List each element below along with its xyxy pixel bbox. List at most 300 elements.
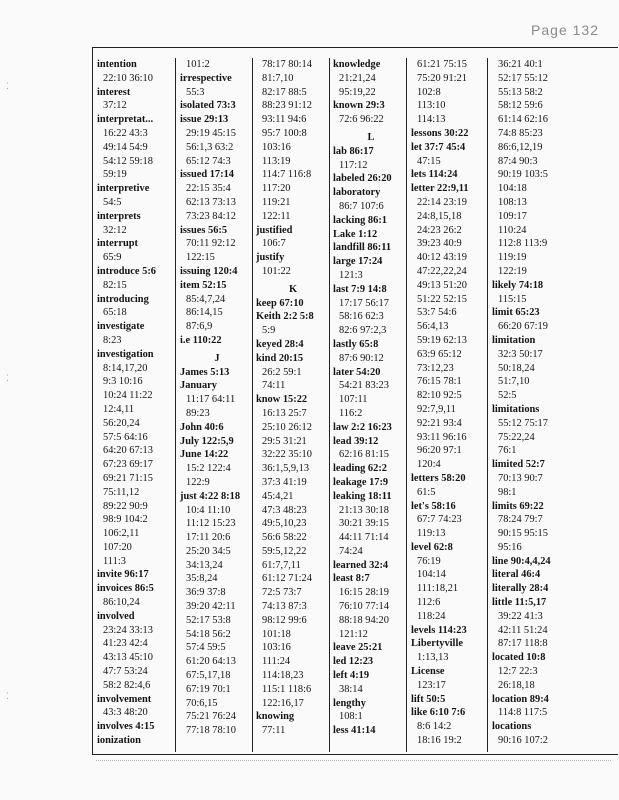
index-term: lets 114:24 [411, 169, 458, 181]
page-reference: 78:17 80:14 [262, 59, 312, 70]
index-term: labeled 26:20 [333, 173, 392, 185]
page-reference: 17:17 56:17 [339, 297, 389, 309]
page-reference: 73:12,23 [417, 362, 454, 374]
page-reference: 87:6 90:12 [339, 352, 384, 364]
index-term: literally 28:4 [492, 583, 549, 595]
index-term: known 29:3 [333, 100, 385, 112]
page-reference: 75:22,24 [498, 431, 535, 443]
page-reference: 95:16 [498, 541, 522, 553]
page-reference: 61:5 [417, 486, 436, 498]
page-reference: 107:11 [339, 394, 368, 406]
index-term: law 2:2 16:23 [333, 421, 392, 433]
page-reference: 61:12 71:24 [262, 573, 312, 585]
page-reference: 96:20 97:1 [417, 445, 462, 457]
page-reference: 90:19 103:5 [498, 169, 548, 181]
page-reference: 58:16 62:3 [339, 311, 384, 323]
page-reference: 26:18,18 [498, 679, 535, 691]
index-term: landfill 86:11 [333, 242, 392, 254]
page-reference: 67:23 69:17 [103, 459, 153, 471]
page-reference: 39:22 41:3 [498, 610, 543, 622]
page-reference: 76:1 [498, 445, 517, 457]
page-reference: 64:20 67:13 [103, 445, 153, 457]
page-reference: 75:11,12 [103, 486, 140, 498]
index-term: introduce 5:6 [97, 265, 156, 277]
page-reference: 5:9 [262, 325, 276, 337]
index-term: limit 65:23 [492, 307, 540, 319]
page-reference: 109:17 [498, 210, 527, 222]
page-reference: 88:23 91:12 [262, 100, 312, 112]
index-term: just 4:22 8:18 [180, 490, 241, 502]
page-reference: 76:19 [417, 555, 441, 567]
index-term: justified [256, 224, 293, 236]
page-reference: 59:19 62:13 [417, 334, 467, 346]
page-reference: 41:23 42:4 [103, 638, 148, 650]
index-term: line 90:4,4,24 [492, 555, 551, 567]
index-term: limitations [492, 403, 540, 415]
binder-hole-mark: ⁚ [6, 691, 9, 701]
index-term: July 122:5,9 [180, 435, 234, 447]
page-reference: 115:1 118:6 [262, 683, 312, 695]
page-reference: 74:24 [339, 545, 363, 557]
page-reference: 54:21 83:23 [339, 380, 389, 392]
index-term: interprets [97, 210, 141, 222]
page-reference: 82:15 [103, 279, 127, 291]
page-reference: 25:10 26:12 [262, 421, 312, 433]
page-reference: 40:12 43:19 [417, 252, 467, 264]
page-reference: 114:7 116:8 [262, 169, 312, 181]
index-term: leading 62:2 [333, 463, 387, 475]
page-reference: 108:13 [498, 196, 527, 208]
page-reference: 122:9 [186, 476, 210, 488]
page-reference: 56:20,24 [103, 417, 140, 429]
index-term: John 40:6 [180, 421, 224, 433]
index-term: led 12:23 [333, 656, 374, 668]
page-reference: 81:7,10 [262, 72, 294, 84]
index-term: know 15:22 [256, 394, 308, 406]
page-reference: 87:4 90:3 [498, 155, 538, 167]
page-reference: 51:22 52:15 [417, 293, 467, 305]
index-term: little 11:5,17 [492, 597, 547, 609]
index-term: letters 58:20 [411, 472, 466, 484]
page-reference: 114:13 [417, 114, 446, 126]
page-reference: 93:11 96:16 [417, 431, 467, 443]
page-reference: 32:12 [103, 224, 127, 236]
page-reference: 77:18 78:10 [186, 725, 236, 737]
page-reference: 21:13 30:18 [339, 504, 389, 516]
page-reference: 34:13,24 [186, 559, 223, 571]
page-reference: 52:5 [498, 390, 517, 402]
page-reference: 98:1 [498, 486, 517, 498]
index-column-6 [487, 58, 619, 752]
index-term: lastly 65:8 [333, 338, 379, 350]
index-term: issues 56:5 [180, 224, 228, 236]
index-term: literal 46:4 [492, 569, 541, 581]
page-reference: 1:13,13 [417, 652, 449, 664]
page-reference: 101:2 [186, 59, 210, 70]
index-term: laboratory [333, 187, 381, 199]
binder-hole-mark: ⁚ [6, 81, 9, 91]
index-term: large 17:24 [333, 256, 383, 268]
index-term: irrespective [180, 72, 232, 84]
page-reference: 29:19 45:15 [186, 127, 236, 139]
page-reference: 112:8 113:9 [498, 238, 548, 250]
index-term: interrupt [97, 238, 138, 250]
index-term: limits 69:22 [492, 500, 544, 512]
binder-hole-mark: ⁚ [6, 373, 9, 383]
page-reference: 114:18,23 [262, 670, 304, 682]
page-reference: 92:7,9,11 [417, 403, 456, 415]
page-reference: 8:6 14:2 [417, 721, 452, 733]
page-reference: 122:15 [186, 252, 215, 264]
index-term: limitation [492, 334, 536, 346]
page-reference: 119:19 [498, 252, 527, 264]
index-term: kind 20:15 [256, 352, 304, 364]
page-reference: 54:18 56:2 [186, 628, 231, 640]
index-term: leaking 18:11 [333, 490, 392, 502]
page-reference: 65:9 [103, 252, 122, 264]
page-reference: 76:10 77:14 [339, 601, 389, 613]
page-reference: 87:6,9 [186, 321, 213, 333]
section-letter-heading: K [288, 283, 298, 295]
index-term: License [411, 666, 445, 678]
page-reference: 110:24 [498, 224, 527, 236]
index-term: June 14:22 [180, 449, 229, 461]
page-reference: 51:7,10 [498, 376, 530, 388]
page-reference: 114:8 117:5 [498, 707, 548, 719]
page-reference: 11:17 64:11 [186, 394, 236, 406]
index-column-3 [252, 58, 330, 752]
page-reference: 103:16 [262, 642, 291, 654]
index-term: involves 4:15 [97, 721, 155, 733]
page-reference: 54:5 [103, 196, 122, 208]
index-term: learned 32:4 [333, 559, 389, 571]
index-term: ionization [97, 735, 141, 747]
page-reference: 82:10 92:5 [417, 390, 462, 402]
index-term: involvement [97, 693, 152, 705]
page-reference: 53:7 54:6 [417, 307, 457, 319]
page-reference: 108:1 [339, 711, 363, 723]
page-reference: 85:4,7,24 [186, 293, 226, 305]
page-reference: 115:15 [498, 293, 527, 305]
page-reference: 120:4 [417, 459, 441, 471]
page-reference: 18:16 19:2 [417, 735, 462, 747]
page-bottom-edge [96, 760, 611, 762]
page-reference: 42:11 51:24 [498, 624, 548, 636]
section-letter-heading: L [367, 131, 375, 143]
page-reference: 73:23 84:12 [186, 210, 236, 222]
page-reference: 44:11 71:14 [339, 532, 389, 544]
index-term: invite 96:17 [97, 569, 149, 581]
index-term: Lake 1:12 [333, 228, 378, 240]
page-reference: 16:13 25:7 [262, 407, 307, 419]
index-term: letter 22:9,11 [411, 183, 469, 195]
page-reference: 104:18 [498, 183, 527, 195]
page-reference: 52:17 53:8 [186, 614, 231, 626]
page-reference: 93:11 94:6 [262, 114, 307, 126]
page-reference: 111:18,21 [417, 583, 459, 595]
page-reference: 36:1,5,9,13 [262, 463, 310, 475]
index-term: keyed 28:4 [256, 338, 304, 350]
page-reference: 121:3 [339, 269, 363, 281]
page-reference: 122:16,17 [262, 697, 304, 709]
page-reference: 23:24 33:13 [103, 624, 153, 636]
page-reference: 112:6 [417, 597, 441, 609]
page-reference: 61:21 75:15 [417, 59, 467, 70]
index-term: let's 58:16 [411, 500, 456, 512]
index-term: invoices 86:5 [97, 583, 154, 595]
page-reference: 122:19 [498, 265, 527, 277]
page-reference: 72:5 73:7 [262, 587, 302, 599]
page-reference: 22:14 23:19 [417, 196, 467, 208]
page-reference: 43:13 45:10 [103, 652, 153, 664]
page-reference: 16:15 28:19 [339, 587, 389, 599]
page-reference: 50:18,24 [498, 362, 535, 374]
page-reference: 39:20 42:11 [186, 601, 236, 613]
index-term: interest [97, 86, 131, 98]
page-reference: 8:23 [103, 334, 122, 346]
page-reference: 54:12 59:18 [103, 155, 153, 167]
index-term: let 37:7 45:4 [411, 141, 466, 153]
page-reference: 22:10 36:10 [103, 72, 153, 84]
page-reference: 86:6,12,19 [498, 141, 543, 153]
index-term: lessons 30:22 [411, 127, 469, 139]
index-term: investigation [97, 348, 154, 360]
index-term: leakage 17:9 [333, 476, 389, 488]
page-reference: 104:14 [417, 569, 446, 581]
page-reference: 43:3 48:20 [103, 707, 148, 719]
index-term: lead 39:12 [333, 435, 379, 447]
index-term: levels 114:23 [411, 624, 467, 636]
page-reference: 122:11 [262, 210, 291, 222]
page-reference: 45:4,21 [262, 490, 294, 502]
page-reference: 119:13 [417, 528, 446, 540]
page-reference: 102:8 [417, 86, 441, 98]
page-reference: 72:6 96:22 [339, 114, 384, 126]
page-reference: 67:19 70:1 [186, 683, 231, 695]
index-term: lift 50:5 [411, 693, 446, 705]
index-term: lacking 86:1 [333, 214, 387, 226]
index-term: Keith 2:2 5:8 [256, 311, 314, 323]
index-term: investigate [97, 321, 145, 333]
page-reference: 25:20 34:5 [186, 545, 231, 557]
page-reference: 15:2 122:4 [186, 463, 231, 475]
page-reference: 111:24 [262, 656, 291, 668]
page-reference: 56:4,13 [417, 321, 449, 333]
page-reference: 47:7 53:24 [103, 666, 148, 678]
page-reference: 62:16 81:15 [339, 449, 389, 461]
page-reference: 89:23 [186, 407, 210, 419]
page-reference: 86:10,24 [103, 597, 140, 609]
index-column-1 [97, 58, 173, 752]
page-reference: 98:9 104:2 [103, 514, 148, 526]
page-reference: 32:22 35:10 [262, 449, 312, 461]
page-reference: 118:24 [417, 610, 446, 622]
index-term: least 8:7 [333, 573, 370, 585]
page-reference: 16:22 43:3 [103, 127, 148, 139]
page-reference: 17:11 20:6 [186, 532, 231, 544]
page-reference: 74:11 [262, 380, 286, 392]
page-reference: 26:2 59:1 [262, 366, 302, 378]
page-reference: 75:20 91:21 [417, 72, 467, 84]
page-reference: 67:7 74:23 [417, 514, 462, 526]
page-reference: 98:12 99:6 [262, 614, 307, 626]
page-reference: 10:24 11:22 [103, 390, 153, 402]
index-term: involved [97, 610, 135, 622]
page-reference: 121:12 [339, 628, 368, 640]
page-reference: 89:22 90:9 [103, 500, 148, 512]
index-term: limited 52:7 [492, 459, 545, 471]
page-reference: 95:19,22 [339, 86, 376, 98]
page-reference: 24:23 26:2 [417, 224, 462, 236]
page-reference: 58:2 82:4,6 [103, 679, 151, 691]
index-term: James 5:13 [180, 366, 230, 378]
page-reference: 61:14 62:16 [498, 114, 548, 126]
page-reference: 10:4 11:10 [186, 504, 231, 516]
page-reference: 56:6 58:22 [262, 532, 307, 544]
page-reference: 70:6,15 [186, 697, 218, 709]
page-reference: 113:19 [262, 155, 291, 167]
page-reference: 12:7 22:3 [498, 666, 538, 678]
page-reference: 90:16 107:2 [498, 735, 548, 747]
index-table [92, 47, 618, 755]
page-reference: 101:22 [262, 265, 291, 277]
index-term: lab 86:17 [333, 145, 374, 157]
page-reference: 106:2,11 [103, 528, 140, 540]
index-term: locations [492, 721, 532, 733]
page-reference: 58:12 59:6 [498, 100, 543, 112]
page-reference: 67:5,17,18 [186, 670, 231, 682]
page-reference: 32:3 50:17 [498, 348, 543, 360]
page-reference: 117:20 [262, 183, 291, 195]
page-reference: 86:14,15 [186, 307, 223, 319]
page-reference: 47:22,22,24 [417, 265, 467, 277]
index-term: knowing [256, 711, 295, 723]
index-term: leave 25:21 [333, 642, 383, 654]
page-reference: 119:21 [262, 196, 291, 208]
page-reference: 78:24 79:7 [498, 514, 543, 526]
page-reference: 82:17 88:5 [262, 86, 307, 98]
page-reference: 36:21 40:1 [498, 59, 543, 70]
page-reference: 35:8,24 [186, 573, 218, 585]
page-reference: 55:13 58:2 [498, 86, 543, 98]
page-reference: 52:17 55:12 [498, 72, 548, 84]
page-reference: 65:18 [103, 307, 127, 319]
index-term: likely 74:18 [492, 279, 544, 291]
page-number: Page 132 [531, 22, 599, 38]
page-reference: 49:14 54:9 [103, 141, 148, 153]
page-reference: 56:1,3 63:2 [186, 141, 234, 153]
index-term: issue 29:13 [180, 114, 229, 126]
page-reference: 24:8,15,18 [417, 210, 462, 222]
page-reference: 107:20 [103, 541, 132, 553]
page-reference: 82:6 97:2,3 [339, 325, 387, 337]
index-term: location 89:4 [492, 693, 549, 705]
page-reference: 90:15 95:15 [498, 528, 548, 540]
index-term: interpretat... [97, 114, 154, 126]
index-term: issuing 120:4 [180, 265, 238, 277]
page-reference: 101:18 [262, 628, 291, 640]
page-reference: 87:17 118:8 [498, 638, 548, 650]
index-term: intention [97, 59, 137, 70]
index-term: lengthy [333, 697, 366, 709]
page-reference: 74:8 85:23 [498, 127, 543, 139]
index-term: later 54:20 [333, 366, 381, 378]
index-term: isolated 73:3 [180, 100, 236, 112]
index-column-4 [329, 58, 409, 752]
index-term: left 4:19 [333, 670, 370, 682]
page-reference: 95:7 100:8 [262, 127, 307, 139]
page-reference: 74:13 87:3 [262, 601, 307, 613]
index-term: keep 67:10 [256, 297, 304, 309]
page-reference: 55:12 75:17 [498, 417, 548, 429]
index-term: introducing [97, 293, 149, 305]
page-reference: 21:21,24 [339, 72, 376, 84]
page-reference: 55:3 [186, 86, 205, 98]
page-reference: 49:13 51:20 [417, 279, 467, 291]
page-reference: 47:3 48:23 [262, 504, 307, 516]
page-reference: 66:20 67:19 [498, 321, 548, 333]
page-reference: 65:12 74:3 [186, 155, 231, 167]
page-reference: 116:2 [339, 407, 363, 419]
page-reference: 86:7 107:6 [339, 200, 384, 212]
page-reference: 57:4 59:5 [186, 642, 226, 654]
index-term: issued 17:14 [180, 169, 234, 181]
page-reference: 37:3 41:19 [262, 476, 307, 488]
index-column-2 [175, 58, 254, 752]
page-reference: 57:5 64:16 [103, 431, 148, 443]
page-reference: 37:12 [103, 100, 127, 112]
page-reference: 29:5 31:21 [262, 435, 307, 447]
index-term: level 62:8 [411, 541, 453, 553]
page-reference: 47:15 [417, 155, 441, 167]
page-reference: 75:21 76:24 [186, 711, 236, 723]
page-reference: 49:5,10,23 [262, 518, 307, 530]
page-reference: 61:20 64:13 [186, 656, 236, 668]
index-term: last 7:9 14:8 [333, 283, 387, 295]
page-reference: 63:9 65:12 [417, 348, 462, 360]
page-reference: 22:15 35:4 [186, 183, 231, 195]
index-term: like 6:10 7:6 [411, 707, 466, 719]
index-term: i.e 110:22 [180, 334, 222, 346]
index-column-5 [406, 58, 490, 752]
page-reference: 8:14,17,20 [103, 362, 148, 374]
page-reference: 113:10 [417, 100, 446, 112]
index-term: knowledge [333, 59, 381, 70]
page-reference: 61:7,7,11 [262, 559, 301, 571]
page-reference: 111:3 [103, 555, 126, 567]
section-letter-heading: J [214, 352, 220, 364]
page-reference: 70:13 90:7 [498, 472, 543, 484]
index-term: January [180, 380, 217, 392]
page-reference: 38:14 [339, 683, 363, 695]
page-reference: 117:12 [339, 159, 368, 171]
index-term: less 41:14 [333, 725, 376, 737]
index-term: located 10:8 [492, 652, 546, 664]
page-reference: 77:11 [262, 725, 286, 737]
page-reference: 123:17 [417, 679, 446, 691]
page-reference: 39:23 40:9 [417, 238, 462, 250]
page-reference: 9:3 10:16 [103, 376, 143, 388]
page-reference: 59:19 [103, 169, 127, 181]
page-reference: 12:4,11 [103, 403, 135, 415]
page-reference: 11:12 15:23 [186, 518, 236, 530]
page-reference: 70:11 92:12 [186, 238, 236, 250]
index-term: Libertyville [411, 638, 463, 650]
page-reference: 62:13 73:13 [186, 196, 236, 208]
page-reference: 69:21 71:15 [103, 472, 153, 484]
page-reference: 59:5,12,22 [262, 545, 307, 557]
index-term: interpretive [97, 183, 150, 195]
